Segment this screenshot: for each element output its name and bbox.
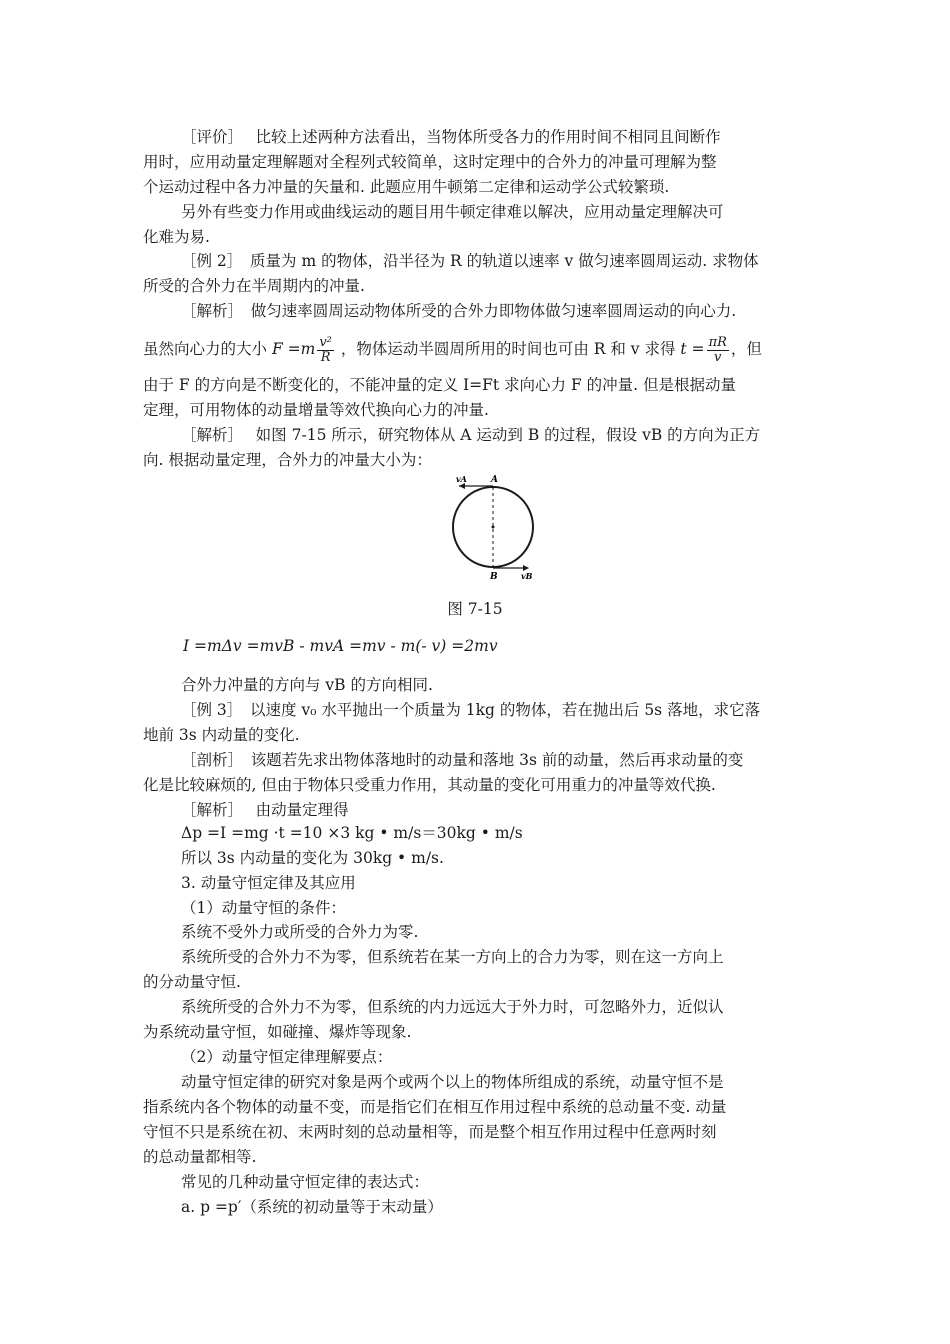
paragraph-line: ［例 3］ 以速度 v₀ 水平抛出一个质量为 1kg 的物体，若在抛出后 5s 落地，求它落 [181,701,761,719]
paragraph-line: 系统所受的合外力不为零，但系统的内力远远大于外力时，可忽略外力，近似认 [181,998,724,1016]
equation-impulse: I =mΔv =mvB - mvA =mv - m(- v) =2mv [183,637,498,655]
paragraph-line: 动量守恒定律的研究对象是两个或两个以上的物体所组成的系统，动量守恒不是 [181,1073,724,1091]
paragraph-line: ［例 2］ 质量为 m 的物体，沿半径为 R 的轨道以速率 v 做匀速率圆周运动. 求物体 [181,252,759,270]
paragraph-line: 守恒不只是系统在初、末两时刻的总动量相等，而是整个相互作用过程中任意两时刻 [143,1123,717,1141]
paragraph-line: 系统不受外力或所受的合外力为零. [181,923,419,941]
formula-t-lhs: t = [680,340,705,358]
paragraph-line: 化是比较麻烦的, 但由于物体只受重力作用，其动量的变化可用重力的冲量等效代换. [143,776,716,794]
fraction-numerator: v² [319,334,332,350]
formula-text-a: 虽然向心力的大小 [143,340,268,358]
subsection-heading: （1）动量守恒的条件： [181,899,346,917]
label-a: A [491,475,498,485]
fraction-denominator: v [714,349,722,365]
paragraph-line: ［解析］ 做匀速率圆周运动物体所受的合外力即物体做匀速率圆周运动的向心力. [181,302,737,320]
paragraph-line: 为系统动量守恒，如碰撞、爆炸等现象. [143,1023,412,1041]
paragraph-line: 系统所受的合外力不为零，但系统若在某一方向上的合力为零，则在这一方向上 [181,948,724,966]
label-va: vA [456,474,467,484]
figure-caption: 图 7-15 [447,600,503,618]
paragraph-line: 向. 根据动量定理，合外力的冲量大小为： [143,451,432,469]
subsection-heading: （2）动量守恒定律理解要点： [181,1048,393,1066]
formula-text-b: ，物体运动半圆周所用的时间也可由 R 和 v 求得 [340,340,676,358]
paragraph-line: 所受的合外力在半周期内的冲量. [143,277,365,295]
paragraph-line: 化难为易. [143,228,210,246]
section-heading: 3. 动量守恒定律及其应用 [181,874,356,892]
paragraph-line: 由于 F 的方向是不断变化的，不能冲量的定义 I=Ft 求向心力 F 的冲量. 但是根据动量 [143,376,737,394]
paragraph-line: 的总动量都相等. [143,1148,257,1166]
paragraph-line: ［评价］ 比较上述两种方法看出，当物体所受各力的作用时间不相同且间断作 [181,128,721,146]
paragraph-line: ［解析］ 如图 7-15 所示，研究物体从 A 运动到 B 的过程，假设 vB 的方向为正方 [181,426,761,444]
paragraph-line: 常见的几种动量守恒定律的表达式： [181,1173,430,1191]
paragraph-line: 的分动量守恒. [143,973,241,991]
paragraph-line: ［剖析］ 该题若先求出物体落地时的动量和落地 3s 前的动量，然后再求动量的变 [181,751,744,769]
center-point [492,526,495,529]
fraction-numerator: πR [708,334,727,350]
paragraph-line: 个运动过程中各力冲量的矢量和. 此题应用牛顿第二定律和运动学公式较繁琐. [143,178,670,196]
formula-t-fraction [707,336,729,365]
paragraph-line: 指系统内各个物体的动量不变，而是指它们在相互作用过程中系统的总动量不变. 动量 [143,1098,727,1116]
label-b: B [490,572,498,582]
paragraph-line: 用时，应用动量定理解题对全程列式较简单，这时定理中的合外力的冲量可理解为整 [143,153,717,171]
formula-line [143,334,803,370]
formula-text-c: ，但 [730,340,762,358]
paragraph-line: 地前 3s 内动量的变化. [143,726,300,744]
paragraph-line: 所以 3s 内动量的变化为 30kg • m/s. [181,849,444,867]
paragraph-line: 定理，可用物体的动量增量等效代换向心力的冲量. [143,401,489,419]
fraction-denominator: R [320,349,331,365]
paragraph-line: 合外力冲量的方向与 vB 的方向相同. [181,676,433,694]
label-vb: vB [521,571,533,581]
expression-item: a. p =p′（系统的初动量等于末动量） [181,1198,443,1216]
formula-F-lhs: F =m [271,340,316,358]
paragraph-line: 另外有些变力作用或曲线运动的题目用牛顿定律难以解决，应用动量定理解决可 [181,203,724,221]
formula-F-fraction [317,336,334,365]
circle-figure [445,472,555,584]
paragraph-line: ［解析］ 由动量定理得 [181,801,349,819]
equation-momentum: Δp =I =mg ·t =10 ×3 kg • m/s＝30kg • m/s [181,824,523,842]
